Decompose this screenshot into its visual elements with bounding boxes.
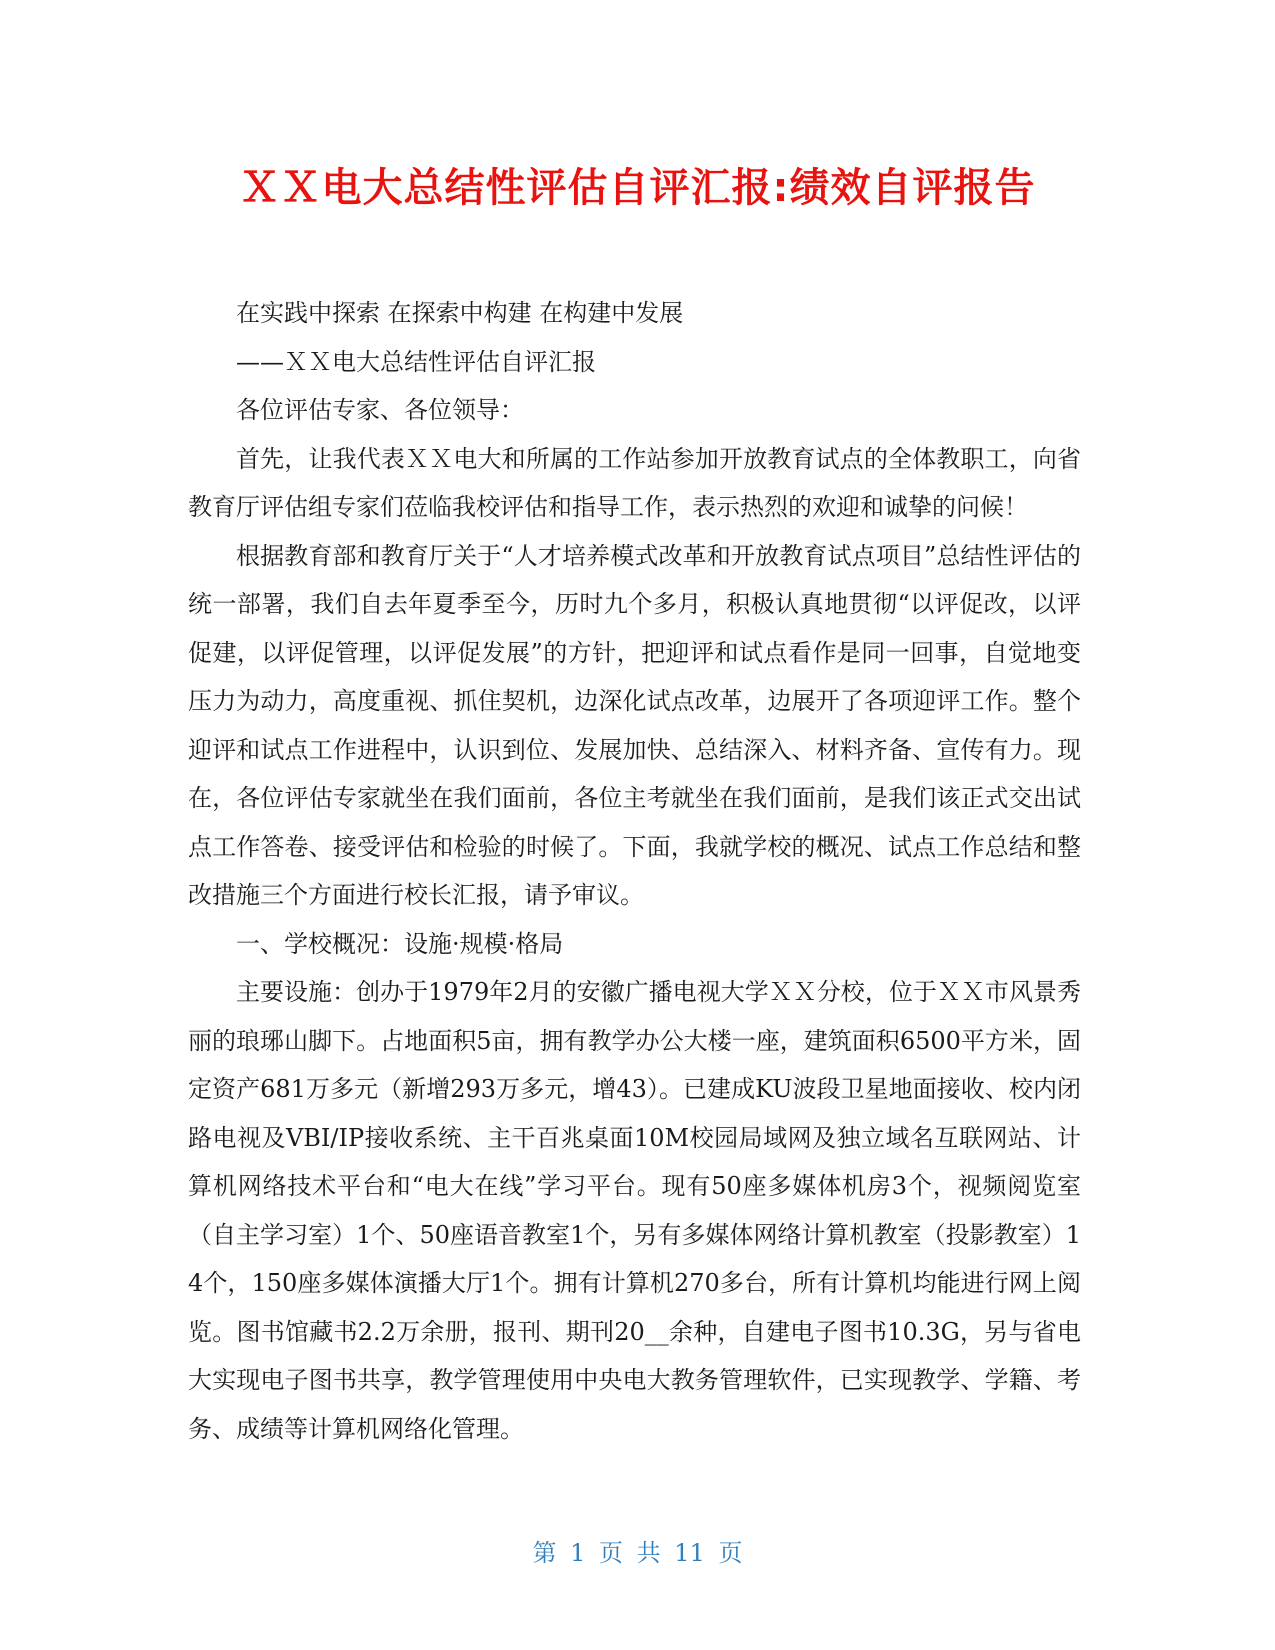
paragraph-main-facilities: 主要设施：创办于1979年2月的安徽广播电视大学ＸＸ分校，位于ＸＸ市风景秀丽的琅琊山脚下。占地面积5亩，拥有教学办公大楼一座，建筑面积6500平方米，固定资产681万多元（新增293万多元，增43）。已建成KU波段卫星地面接收、校内闭路电视及VBI/IP接收系统、主干百兆桌面10M校园局域网及独立域名互联网站、计算机网络技术平台和“电大在线”学习平台。现有50座多媒体机房3个，视频阅览室（自主学习室）1个、50座语音教室1个，另有多媒体网络计算机教室（投影教室）14个，150座多媒体演播大厅1个。拥有计算机270多台，所有计算机均能进行网上阅览。图书馆藏书2.2万余册，报刊、期刊20__余种，自建电子图书10.3G，另与省电大实现电子图书共享，教学管理使用中央电大教务管理软件，已实现教学、学籍、考务、成绩等计算机网络化管理。 — [188, 978, 1081, 1443]
paragraph-background: 根据教育部和教育厅关于“人才培养模式改革和开放教育试点项目”总结性评估的统一部署，我们自去年夏季至今，历时九个多月，积极认真地贯彻“以评促改，以评促建，以评促管理，以评促发展”的方针，把迎评和试点看作是同一回事，自觉地变压力为动力，高度重视、抓住契机，边深化试点改革，边展开了各项迎评工作。整个迎评和试点工作进程中，认识到位、发展加快、总结深入、材料齐备、宣传有力。现在，各位评估专家就坐在我们面前，各位主考就坐在我们面前，是我们该正式交出试点工作答卷、接受评估和检验的时候了。下面，我就学校的概况、试点工作总结和整改措施三个方面进行校长汇报，请予审议。 — [188, 541, 1081, 909]
section-heading-school-overview: 一、学校概况：设施·规模·格局 — [236, 929, 564, 958]
document-title: ＸＸ电大总结性评估自评汇报:绩效自评报告 — [239, 165, 1036, 211]
page-number-footer: 第 1 页 共 11 页 — [532, 1539, 743, 1567]
subtitle-report-name: ——ＸＸ电大总结性评估自评汇报 — [236, 347, 596, 376]
subtitle-motto: 在实践中探索 在探索中构建 在构建中发展 — [236, 299, 684, 327]
document-body — [188, 289, 1081, 1453]
paragraph-welcome: 首先，让我代表ＸＸ电大和所属的工作站参加开放教育试点的全体教职工，向省教育厅评估组专家们莅临我校评估和指导工作，表示热烈的欢迎和诚挚的问候！ — [188, 444, 1081, 521]
salutation: 各位评估专家、各位领导： — [236, 396, 524, 424]
